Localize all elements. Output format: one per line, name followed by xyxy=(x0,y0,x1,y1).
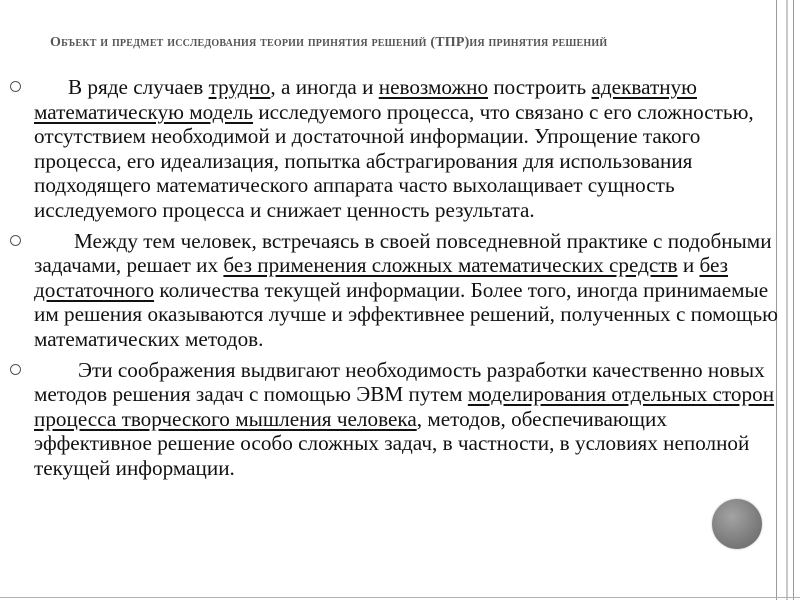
slide-frame-line xyxy=(786,0,788,600)
paragraph-text xyxy=(34,75,754,222)
underlined-term: невозможно xyxy=(378,75,489,99)
text-segment: и xyxy=(677,253,700,278)
bullet-circle-icon xyxy=(10,235,21,246)
text-segment: В ряде случаев xyxy=(68,75,209,99)
paragraph-text xyxy=(34,358,774,480)
slide-title-text: Объект и предмет исследования теории принятия решений (ТПР)ия принятия решений xyxy=(50,35,608,50)
text-segment: , методов, обеспечивающих эффективное решение особо сложных задач, в частности, в условиях неполной текущей информации. xyxy=(34,406,750,480)
text-segment: Между тем человек, встречаясь в своей повседневной практике с подобными задачами, решает их xyxy=(34,228,772,278)
text-segment: количества текущей информации. Более того, иногда принимаемые им решения оказываются лучше и эффективнее решений, полученных с помощью математических методов. xyxy=(34,277,778,351)
underlined-term: без достаточного xyxy=(34,253,729,302)
slide-frame-bottom xyxy=(0,597,800,598)
underlined-term: адекватную математическую модель xyxy=(34,75,697,124)
text-segment: Эти соображения выдвигают необходимость разработки качественно новых методов решения задач с помощью ЭВМ путем xyxy=(34,357,765,407)
underlined-term: без применения сложных математических средств xyxy=(223,253,678,278)
paragraph-1 xyxy=(10,75,780,223)
text-segment: , а иногда и xyxy=(270,75,379,99)
slide-title xyxy=(50,34,750,52)
underlined-term: моделирования отдельных сторон процесса творческого мышления человека xyxy=(34,382,775,431)
paragraph-3 xyxy=(10,358,780,481)
bullet-circle-icon xyxy=(10,364,21,375)
navigation-circle-button[interactable] xyxy=(712,499,762,549)
underlined-term: трудно xyxy=(208,75,271,99)
paragraph-text xyxy=(34,229,778,351)
bullet-circle-icon xyxy=(10,81,21,92)
paragraph-2 xyxy=(10,229,780,352)
text-segment: исследуемого процесса, что связано с его сложностью, отсутствием необходимой и достаточной информации. Упрощение такого процесса, его идеализация, попытка абстрагирования для использования подходящего математического аппарата часто выхолащивает сущность исследуемого процесса и снижает ценность результата. xyxy=(34,99,754,222)
slide-body xyxy=(10,75,780,487)
text-segment: построить xyxy=(488,75,592,99)
